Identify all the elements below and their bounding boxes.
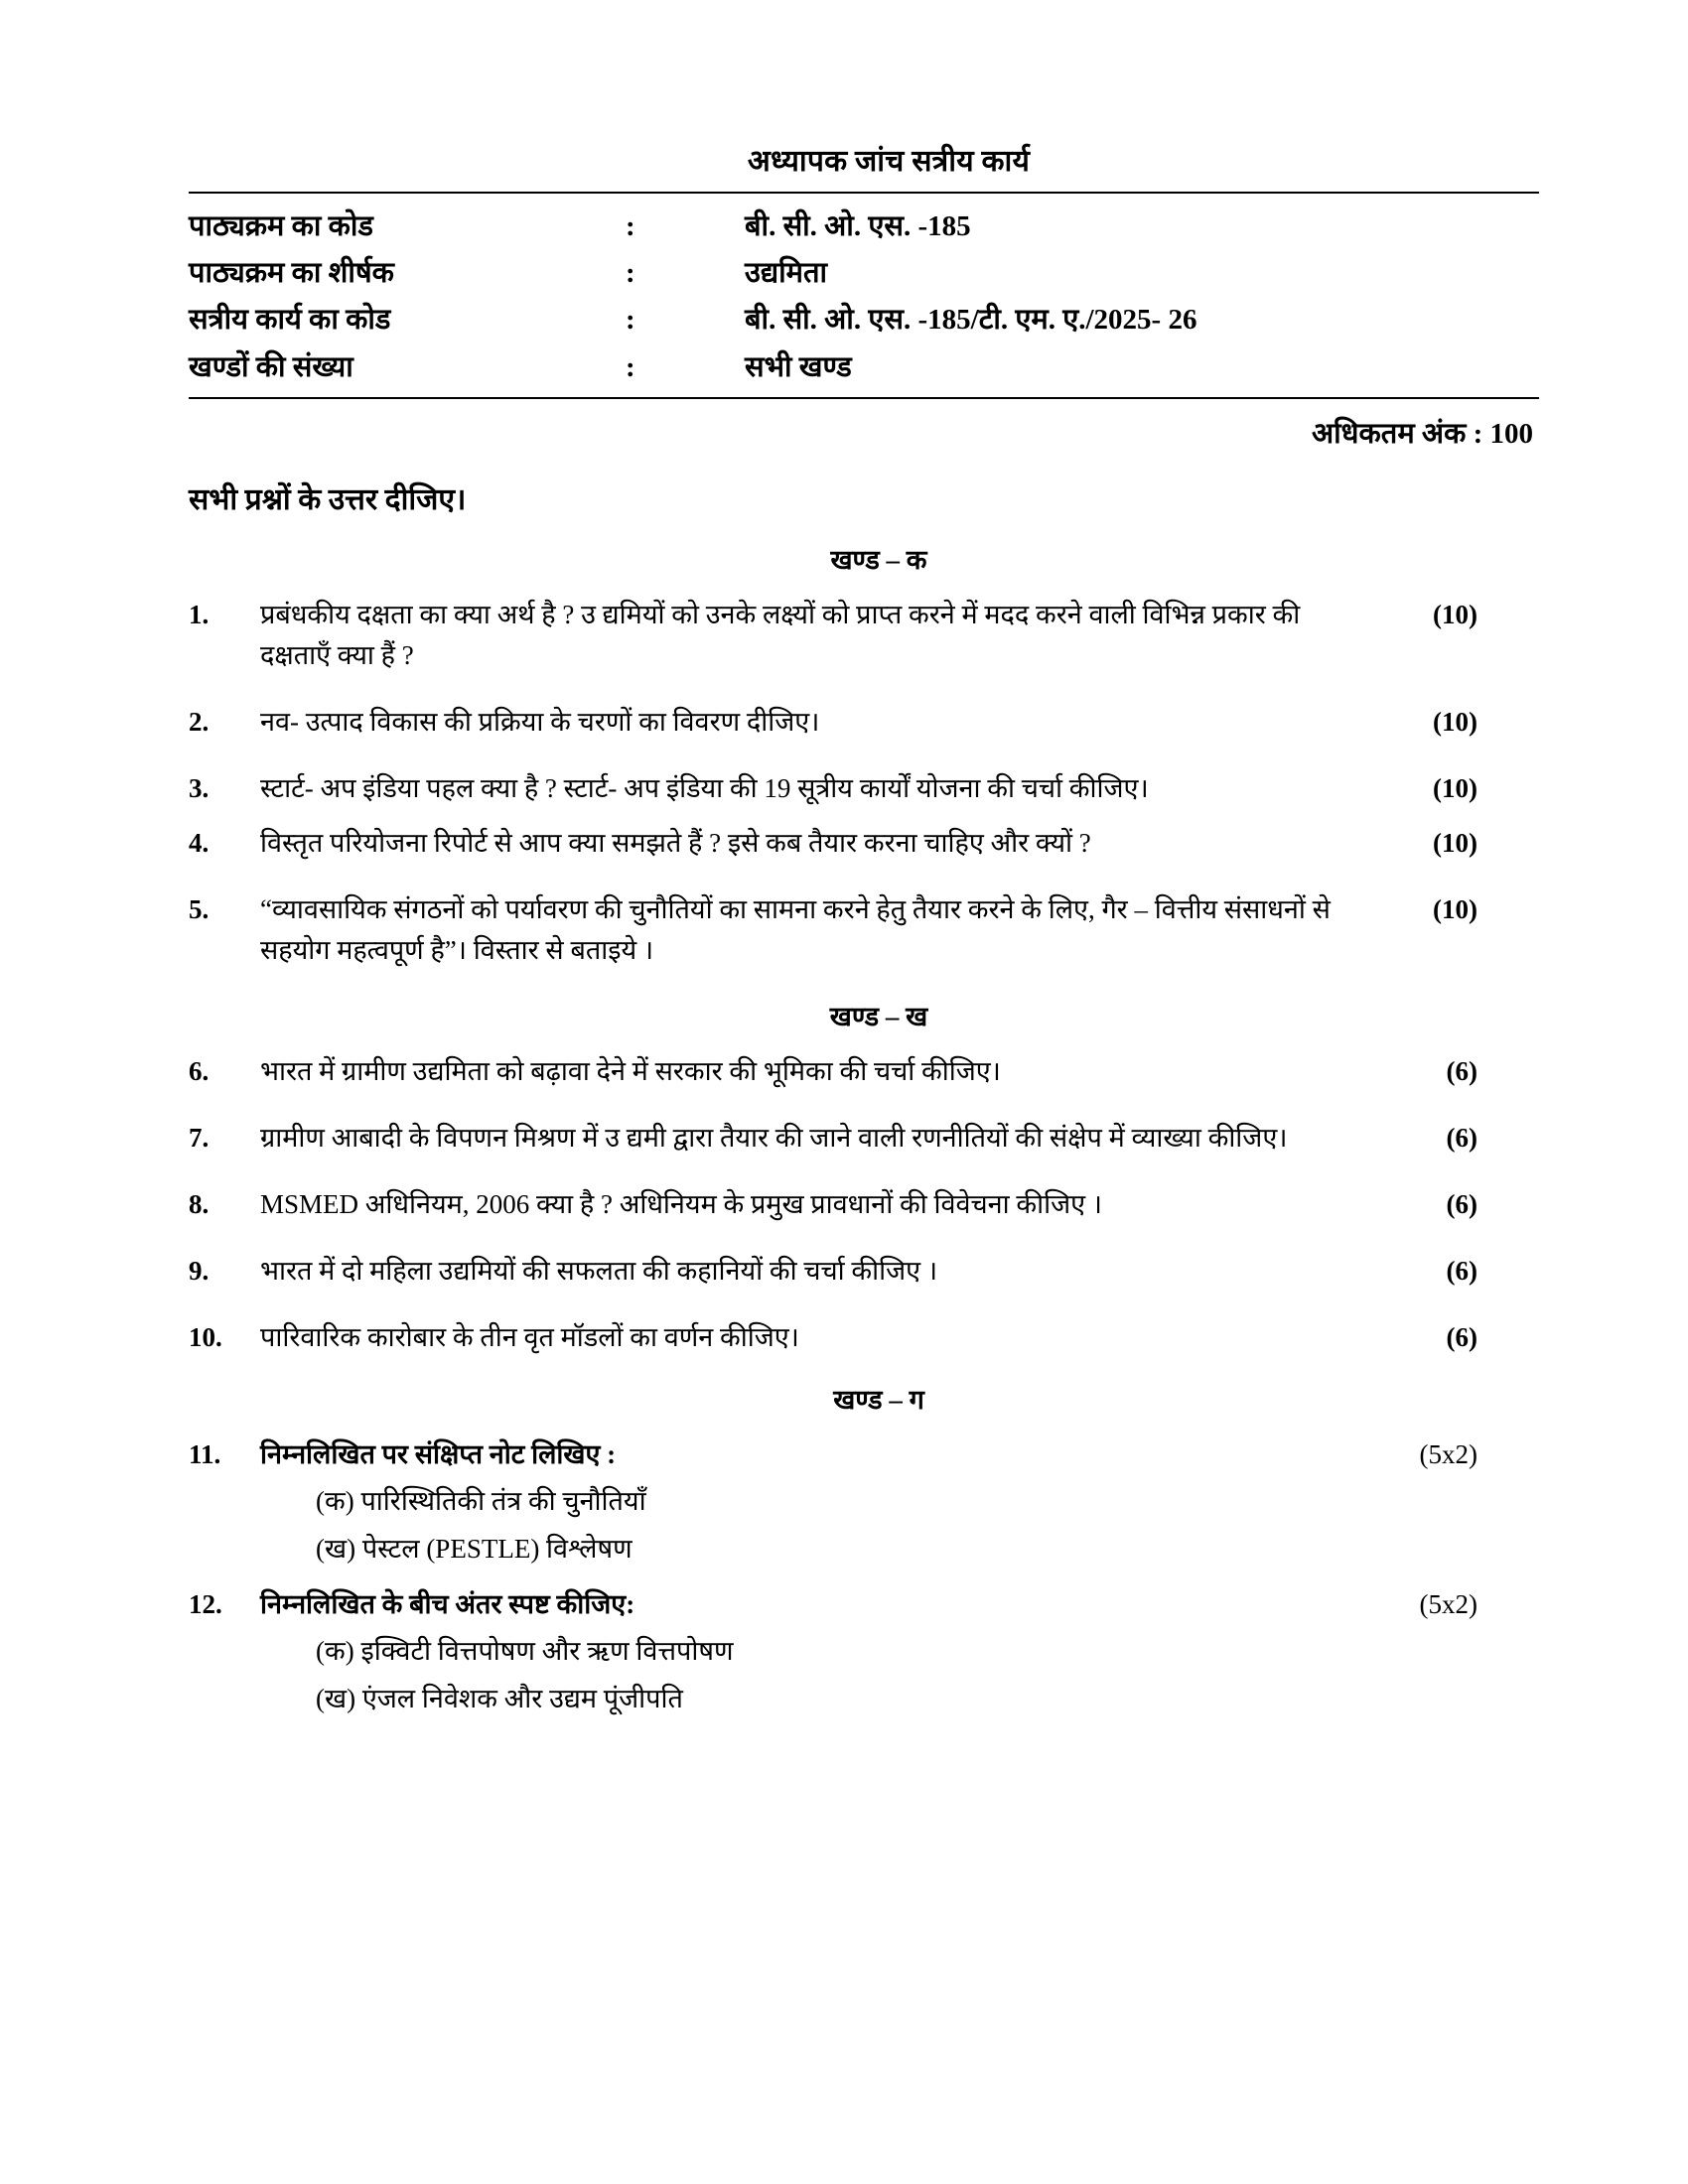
table-row xyxy=(189,344,1539,391)
question-marks: (6) xyxy=(1446,1256,1477,1287)
question-text: “व्यावसायिक संगठनों को पर्यावरण की चुनौतियों का सामना करने हेतु तैयार करने के लिए, गैर – वित्तीय संसाधनों से सहयोग महत्वपूर्ण है”। विस्तार से बताइये । xyxy=(260,894,1331,966)
question-item xyxy=(189,1584,1539,1720)
question-marks: (10) xyxy=(1433,706,1477,737)
section-heading-a: खण्ड – क xyxy=(830,544,927,575)
course-meta-table xyxy=(189,204,1539,391)
question-item xyxy=(189,595,1539,676)
table-row xyxy=(189,204,1539,250)
question-marks: (6) xyxy=(1446,1123,1477,1154)
question-item xyxy=(189,1184,1539,1225)
question-subitem-b: (ख) पेस्टल (PESTLE) विश्लेषण xyxy=(316,1534,633,1565)
question-number: 8. xyxy=(189,1189,210,1220)
question-item xyxy=(189,823,1539,864)
question-number: 10. xyxy=(189,1322,222,1353)
question-subitem-a: (क) पारिस्थितिकी तंत्र की चुनौतियाँ xyxy=(316,1486,646,1517)
question-number: 9. xyxy=(189,1256,210,1287)
meta-value-course-title: उद्यमिता xyxy=(745,257,828,290)
max-marks: अधिकतम अंक : 100 xyxy=(1312,417,1533,450)
question-text-wrapper xyxy=(260,1434,1368,1570)
meta-colon: : xyxy=(626,210,635,242)
question-marks: (10) xyxy=(1433,772,1477,803)
question-text: नव- उत्पाद विकास की प्रक्रिया के चरणों का विवरण दीजिए। xyxy=(260,706,820,737)
question-item xyxy=(189,702,1539,743)
question-number: 7. xyxy=(189,1123,210,1154)
section-heading-b: खण्ड – ख xyxy=(829,1002,928,1032)
question-subitem-b: (ख) एंजल निवेशक और उद्यम पूंजीपति xyxy=(316,1683,683,1713)
question-number: 3. xyxy=(189,772,210,803)
question-text-wrapper xyxy=(260,1584,1368,1720)
question-number: 4. xyxy=(189,828,210,858)
meta-label-assignment-code: सत्रीय कार्य का कोड xyxy=(189,304,391,337)
meta-value-course-code: बी. सी. ओ. एस. -185 xyxy=(745,210,971,242)
page-title: अध्यापक जांच सत्रीय कार्य xyxy=(747,145,1031,178)
general-instruction: सभी प्रश्नों के उत्तर दीजिए। xyxy=(189,482,467,516)
question-item xyxy=(189,1251,1539,1292)
meta-colon: : xyxy=(626,304,635,337)
meta-colon: : xyxy=(626,350,635,383)
question-marks: (6) xyxy=(1446,1322,1477,1353)
question-text: ग्रामीण आबादी के विपणन मिश्रण में उ द्यमी द्वारा तैयार की जाने वाली रणनीतियों की संक्षेप में व्याख्या कीजिए। xyxy=(260,1123,1288,1154)
question-item xyxy=(189,1317,1539,1358)
question-marks: (10) xyxy=(1433,599,1477,629)
header-bottom-divider xyxy=(189,397,1539,399)
meta-colon: : xyxy=(626,257,635,290)
meta-label-section-count: खण्डों की संख्या xyxy=(189,350,353,383)
question-text: पारिवारिक कारोबार के तीन वृत मॉडलों का वर्णन कीजिए। xyxy=(260,1322,799,1353)
meta-label-course-title: पाठ्यक्रम का शीर्षक xyxy=(189,257,394,290)
question-marks: (10) xyxy=(1433,894,1477,925)
question-number: 2. xyxy=(189,706,210,737)
question-text: विस्तृत परियोजना रिपोर्ट से आप क्या समझते हैं ? इसे कब तैयार करना चाहिए और क्यों ? xyxy=(260,828,1091,858)
header-top-divider xyxy=(189,192,1539,194)
question-marks: (5x2) xyxy=(1419,1588,1477,1619)
meta-value-section-count: सभी खण्ड xyxy=(745,350,852,383)
question-text: भारत में दो महिला उद्यमियों की सफलता की कहानियों की चर्चा कीजिए । xyxy=(260,1256,938,1287)
question-text: MSMED अधिनियम, 2006 क्या है ? अधिनियम के प्रमुख प्रावधानों की विवेचना कीजिए । xyxy=(260,1189,1103,1220)
question-text: निम्नलिखित पर संक्षिप्त नोट लिखिए : xyxy=(260,1439,617,1470)
question-number: 12. xyxy=(189,1588,222,1619)
question-subitem-a: (क) इक्विटी वित्तपोषण और ऋण वित्तपोषण xyxy=(316,1636,734,1666)
section-heading-c: खण्ड – ग xyxy=(833,1385,924,1416)
question-text: स्टार्ट- अप इंडिया पहल क्या है ? स्टार्ट- अप इंडिया की 19 सूत्रीय कार्यों योजना की चर्चा कीजिए। xyxy=(260,772,1149,803)
question-marks: (5x2) xyxy=(1419,1439,1477,1470)
question-number: 1. xyxy=(189,599,210,629)
question-marks: (6) xyxy=(1446,1189,1477,1220)
meta-value-assignment-code: बी. सी. ओ. एस. -185/टी. एम. ए./2025- 26 xyxy=(745,304,1197,337)
question-text: भारत में ग्रामीण उद्यमिता को बढ़ावा देने में सरकार की भूमिका की चर्चा कीजिए। xyxy=(260,1056,1001,1087)
question-item xyxy=(189,889,1539,971)
question-item xyxy=(189,1434,1539,1570)
question-marks: (6) xyxy=(1446,1056,1477,1087)
question-item xyxy=(189,1051,1539,1092)
question-text: प्रबंधकीय दक्षता का क्या अर्थ है ? उ द्यमियों को उनके लक्ष्यों को प्राप्त करने में मदद करने वाली विभिन्न प्रकार की दक्षताएँ क्या हैं ? xyxy=(260,599,1301,670)
question-number: 5. xyxy=(189,894,210,925)
question-marks: (10) xyxy=(1433,828,1477,858)
question-number: 11. xyxy=(189,1439,221,1470)
question-number: 6. xyxy=(189,1056,210,1087)
question-item xyxy=(189,768,1539,809)
course-meta-body xyxy=(189,204,1539,391)
question-text: निम्नलिखित के बीच अंतर स्पष्ट कीजिए: xyxy=(260,1588,635,1619)
table-row xyxy=(189,250,1539,297)
meta-label-course-code: पाठ्यक्रम का कोड xyxy=(189,210,373,242)
question-item xyxy=(189,1118,1539,1159)
table-row xyxy=(189,297,1539,343)
